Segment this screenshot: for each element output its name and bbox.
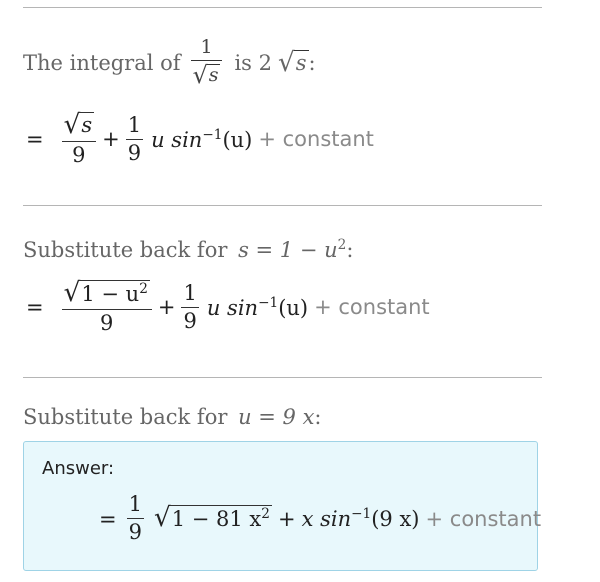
- answer-box: [23, 441, 542, 571]
- answer-sqrt: √ 1 − 81 $x^2$: [153, 503, 270, 534]
- answer-label: Answer:: [42, 458, 115, 479]
- eq2-coef-fraction: $\frac{1}{9}$: [183, 280, 197, 333]
- sqrt: √ s: [192, 61, 219, 89]
- equation-1: = √ s 9 + $\frac{1}{9}$ u $\sin^{-1}(u)$ + constant: [26, 110, 374, 168]
- step-1-fraction: 1 √ s: [191, 38, 223, 88]
- step-2-text: Substitute back for $s = 1 - u^2$:: [23, 237, 354, 262]
- step-1-text: The integral of 1 √ s is 2 √ s :: [23, 36, 316, 89]
- section-divider: [23, 205, 542, 206]
- eq1-coef-fraction: $\frac{1}{9}$: [127, 112, 142, 165]
- answer-coef-fraction: $\frac{1}{9}$: [128, 492, 142, 544]
- result-sqrt: √ s: [278, 47, 307, 78]
- eq2-term: u $\sin^{-1}(u)$: [206, 294, 309, 320]
- step-3-text: Substitute back for u = 9 x:: [23, 405, 322, 429]
- eq2-main-fraction: √ $1 - u^2$ 9: [62, 280, 152, 334]
- eq1-main-fraction: √ s 9: [62, 112, 97, 166]
- eq1-term: u $\sin^{-1}(u)$: [151, 126, 253, 152]
- section-divider: [23, 7, 542, 8]
- equation-2: = √ $1 - u^2$ 9 + $\frac{1}{9}$ u $\sin^{-1}(u)$ + constant: [26, 278, 430, 336]
- answer-equation: = $\frac{1}{9}$ √ 1 − 81 $x^2$ + x $\sin^{-1}(9$ x) + constant: [99, 492, 542, 544]
- answer-term: x $\sin^{-1}(9$ x): [301, 506, 420, 531]
- section-divider: [23, 377, 542, 378]
